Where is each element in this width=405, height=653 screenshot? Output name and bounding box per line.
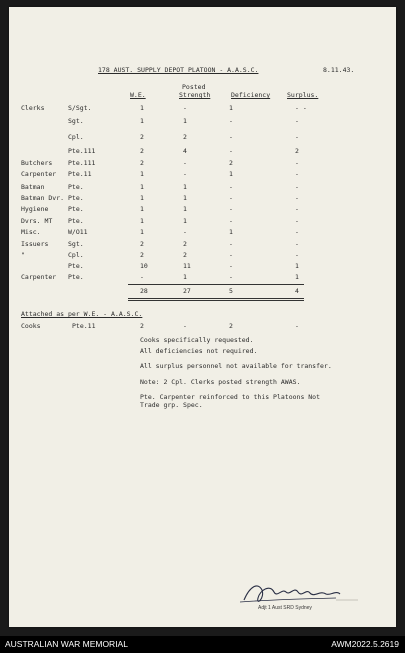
row-posted: 2 (183, 251, 187, 259)
row-surplus: 1 (295, 273, 299, 281)
row-posted: 2 (183, 133, 187, 141)
row-trade: Butchers (21, 159, 53, 167)
row-we: 1 (140, 117, 144, 125)
col-header-deficiency: Deficiency (231, 91, 271, 99)
row-we: - (140, 273, 144, 281)
note-surplus: All surplus personnel not available for transfer. (140, 362, 332, 370)
row-rank: Pte. (68, 205, 84, 213)
row-deficiency: - (229, 251, 233, 259)
row-deficiency: - (229, 273, 233, 281)
row-surplus: - (295, 251, 299, 259)
row-we: 2 (140, 159, 144, 167)
totals-rule-top (128, 284, 304, 285)
document-title: 178 AUST. SUPPLY DEPOT PLATOON - A.A.S.C. (98, 66, 259, 74)
row-trade: Carpenter (21, 273, 57, 281)
attached-trade: Cooks (21, 322, 41, 330)
row-deficiency: - (229, 240, 233, 248)
row-posted: 1 (183, 217, 187, 225)
row-we: 1 (140, 217, 144, 225)
attached-heading: Attached as per W.E. - A.A.S.C. (21, 310, 143, 318)
total-surplus: 4 (295, 287, 299, 295)
row-we: 1 (140, 104, 144, 112)
document-page (9, 7, 396, 627)
row-rank: Pte. (68, 217, 84, 225)
attached-we: 2 (140, 322, 144, 330)
row-rank: Pte. (68, 262, 84, 270)
row-we: 1 (140, 194, 144, 202)
row-posted: - (183, 228, 187, 236)
row-rank: Pte.111 (68, 159, 96, 167)
row-posted: 1 (183, 117, 187, 125)
note-cooks: Cooks specifically requested. (140, 336, 254, 344)
row-trade: " (21, 251, 25, 259)
row-trade: Issuers (21, 240, 49, 248)
row-we: 2 (140, 147, 144, 155)
row-surplus: 1 (295, 262, 299, 270)
document-date: 8.11.43. (323, 66, 355, 74)
row-posted: - (183, 159, 187, 167)
total-posted: 27 (183, 287, 191, 295)
footer-institution: AUSTRALIAN WAR MEMORIAL (5, 639, 128, 649)
col-header-surplus: Surplus. (287, 91, 319, 99)
row-rank: Pte. (68, 183, 84, 191)
row-posted: 1 (183, 205, 187, 213)
total-we: 28 (140, 287, 148, 295)
row-surplus: - (295, 159, 299, 167)
row-posted: 1 (183, 273, 187, 281)
total-deficiency: 5 (229, 287, 233, 295)
attached-posted: - (183, 322, 187, 330)
row-deficiency: - (229, 183, 233, 191)
row-trade: Clerks (21, 104, 45, 112)
note-deficiencies: All deficiencies not required. (140, 347, 258, 355)
row-trade: Batman Dvr. (21, 194, 65, 202)
row-rank: S/Sgt. (68, 104, 92, 112)
row-deficiency: 2 (229, 159, 233, 167)
row-posted: 1 (183, 194, 187, 202)
row-deficiency: - (229, 205, 233, 213)
row-posted: - (183, 170, 187, 178)
row-surplus: - (295, 170, 299, 178)
row-rank: Sgt. (68, 240, 84, 248)
row-rank: Pte. (68, 273, 84, 281)
attached-deficiency: 2 (229, 322, 233, 330)
row-surplus: - (295, 194, 299, 202)
row-surplus: - (295, 117, 299, 125)
row-we: 1 (140, 183, 144, 191)
footer-accession: AWM2022.5.2619 (331, 639, 399, 649)
col-header-posted-2: Strength (179, 91, 211, 99)
row-surplus: - (295, 228, 299, 236)
signature-stamp: Adjt 1 Aust SRD Sydney (258, 605, 312, 611)
row-posted: 1 (183, 183, 187, 191)
row-rank: Cpl. (68, 251, 84, 259)
row-we: 1 (140, 228, 144, 236)
row-we: 2 (140, 251, 144, 259)
row-deficiency: 1 (229, 228, 233, 236)
row-trade: Hygiene (21, 205, 49, 213)
note-awas: Note: 2 Cpl. Clerks posted strength AWAS. (140, 378, 301, 386)
attached-rank: Pte.11 (72, 322, 96, 330)
row-rank: Cpl. (68, 133, 84, 141)
col-header-we: W.E. (130, 91, 146, 99)
row-posted: - (183, 104, 187, 112)
row-deficiency: 1 (229, 170, 233, 178)
row-we: 1 (140, 170, 144, 178)
col-header-posted-1: Posted (182, 83, 206, 91)
row-trade: Batman (21, 183, 45, 191)
row-rank: Pte.11 (68, 170, 92, 178)
totals-rule-bottom-2 (128, 300, 304, 301)
row-surplus: - (295, 217, 299, 225)
row-deficiency: - (229, 217, 233, 225)
row-rank: Pte. (68, 194, 84, 202)
row-deficiency: 1 (229, 104, 233, 112)
row-deficiency: - (229, 262, 233, 270)
row-deficiency: - (229, 147, 233, 155)
row-we: 2 (140, 133, 144, 141)
row-surplus: 2 (295, 147, 299, 155)
row-deficiency: - (229, 117, 233, 125)
note-carpenter-1: Pte. Carpenter reinforced to this Platoons Not (140, 393, 321, 401)
row-surplus: - (295, 133, 299, 141)
row-we: 2 (140, 240, 144, 248)
row-surplus: - (295, 183, 299, 191)
note-carpenter-2: Trade grp. Spec. (140, 401, 203, 409)
row-rank: Sgt. (68, 117, 84, 125)
row-posted: 11 (183, 262, 191, 270)
row-we: 10 (140, 262, 148, 270)
row-we: 1 (140, 205, 144, 213)
row-rank: W/O11 (68, 228, 88, 236)
row-posted: 4 (183, 147, 187, 155)
row-surplus: - (295, 205, 299, 213)
attached-surplus: - (295, 322, 299, 330)
row-trade: Dvrs. MT (21, 217, 53, 225)
row-trade: Misc. (21, 228, 41, 236)
archive-footer (0, 636, 405, 653)
totals-rule-bottom-1 (128, 298, 304, 299)
row-trade: Carpenter (21, 170, 57, 178)
row-deficiency: - (229, 194, 233, 202)
row-deficiency: - (229, 133, 233, 141)
signature-block (236, 576, 366, 614)
row-rank: Pte.111 (68, 147, 96, 155)
row-surplus: - - (295, 104, 307, 112)
row-posted: 2 (183, 240, 187, 248)
row-surplus: - (295, 240, 299, 248)
